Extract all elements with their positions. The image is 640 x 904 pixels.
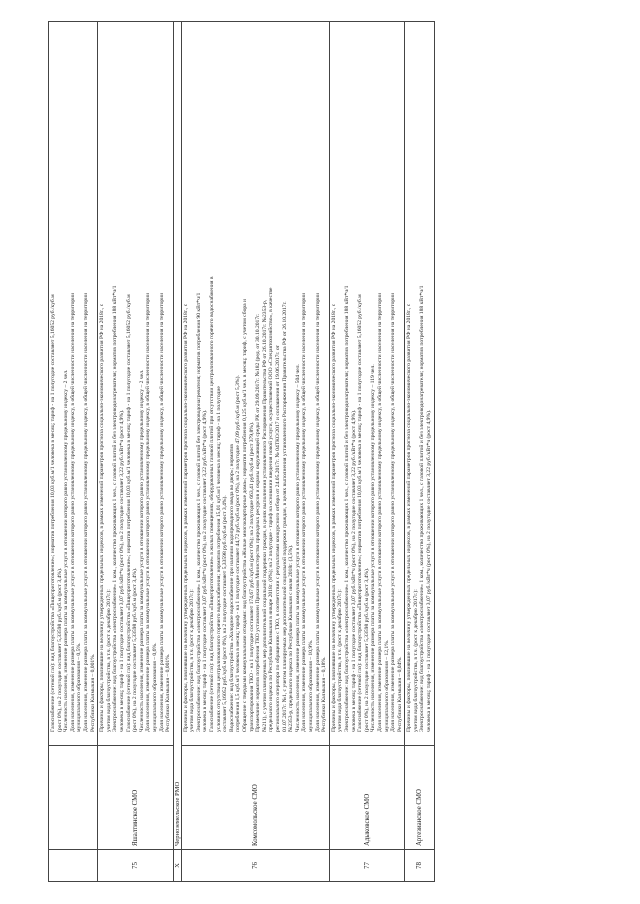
text-line: (рост 0%), на 2 полугодие составляет 5,33598 руб./куб.м (рост 3,4%).	[363, 567, 370, 732]
tariff-table	[48, 21, 435, 882]
text-line: Газоснабжение (сетевой газ): вид благоустройства «Пищеприготовление» в жилых помещениях, оборудованных газовой плитой при отсутствии централизованного горячего водоснабжения в	[209, 276, 216, 732]
text-line: муниципального образования – 0,5%.	[76, 642, 83, 732]
row-number: 76	[181, 850, 329, 882]
section-number: X	[173, 850, 181, 882]
text-line: Электроснабжение: вид благоустройства «электроснабжение» 1 ком., количество проживающих 1 чел., с газовой плитой без электроводонагревателя; норматив потребления 90 кВт*ч/1	[195, 292, 202, 732]
text-line: составляет 5,16052 руб./куб.м (рост 0%), на 2 полугодие составляет 5,33598 руб./куб.м (рост 3,4%).	[222, 495, 229, 732]
text-line: Численность населения, изменение размера платы за коммунальные услуги в отношении которого равно установленному предельному индексу – 2 чел.	[138, 369, 145, 732]
text-line: транспортирования ТКО - на 1 полугодие составляет 174,67 руб./куб.м (рост 0%); на 2 полугодие 663,41 руб./куб.м (рост 379,8%).	[248, 421, 255, 732]
text-line: Республики Калмыкия – 0,001%.	[89, 653, 96, 732]
text-line: условиях отсутствия централизованного горячего водоснабжения; норматив потребления 15,01 куб.м/1 человека в месяц; тариф - на 1 полугодие	[215, 386, 222, 732]
text-line: Электроснабжение: вид благоустройства «электроснабжение» 1 ком., количество проживающих 1 чел., с газовой плитой и без электроводонагревателя; норматив потребления 188 кВт*ч/1	[112, 285, 119, 732]
municipality-name: Артезианское СМО	[405, 746, 434, 850]
text-line: Газоснабжение (сетевой газ): вид благоустройства «Пищеприготовление»; норматив потребления 10,03 куб.м/1 человека в месяц; тариф - на 1 полугодие составляет 5,16052 руб./куб.м	[50, 294, 56, 732]
text-line: учетом вида благоустройства, в т.ч. (рост к декабрю 2017г.):	[189, 589, 196, 732]
text-line: муниципального образования – 12,1%.	[383, 639, 390, 732]
municipality-name: Яшалтинское СМО	[98, 746, 174, 850]
text-line: человека в месяц; тариф - на 1 полугодие составляет 3,07 руб./кВт*ч (рост 0%), на 2 полугодие составляет 3,22 руб./кВт*ч (рост 4,9%).	[350, 409, 357, 732]
text-line: Доля населения, изменение размера платы за коммунальные услуги в отношении которого равно установленному предельному индексу, в общей численности населения на территории	[301, 292, 308, 732]
text-line: муниципального образования – 0,6%.	[151, 642, 158, 732]
table-row	[49, 22, 98, 882]
text-line: 01.07.2017г. №1, с учетом планируемых мер дополнительной социальной поддержки граждан, в целях выполнения установленного Распоряжения Правительства РФ от 26.10.2017г.	[281, 301, 288, 732]
text-line: Электроснабжение: вид благоустройства «электроснабжение» 1 ком., количество проживающих 1 чел., с газовой плитой и без электроводонагревателя; норматив потребления 188 кВт*ч/1	[419, 285, 426, 732]
text-line: Причины и факторы, повлиявшие на величину утвержденных предельных индексов, в рамках изменений параметров прогноза социально-экономического развития РФ на 2018г., с	[182, 303, 189, 732]
text-line: Водоснабжение: вид благоустройства «Холодное водоснабжение при наличии водопроводного ввода во двор»; норматив	[228, 444, 235, 732]
row-text	[181, 22, 329, 746]
text-line: учетом вида благоустройства, в т.ч. (рост к декабрю 2017г.):	[412, 589, 419, 732]
row-text	[98, 22, 174, 746]
row-text	[329, 22, 405, 746]
text-line: учетом вида благоустройства, в т.ч. (рост к декабрю 2017г.):	[105, 589, 112, 732]
text-line: (рост 0%), на 2 полугодие составляет 5,33598 руб./куб.м (рост 3,4%).	[56, 567, 63, 732]
text-line: Доля населения, изменение размера платы за коммунальные услуги в отношении которого равно установленному предельному индексу, в общей численности населения на территории	[158, 292, 165, 732]
municipality-name: Адыковское СМО	[329, 746, 405, 850]
text-line: №211), с учетом планируемых мер дополнительной социальной поддержки граждан, в целях выполнения установленного Распоряжения Правительства РФ от 26.10.2017г. №2353-р,	[261, 299, 268, 732]
text-line: Доля населения, изменение размера платы за коммунальные услуги в отношении которого равно установленному предельному индексу, в общей численности населения на территории	[69, 292, 76, 732]
table-row	[405, 22, 434, 882]
text-line: муниципального образования – 10,9%.	[307, 639, 314, 732]
text-line: Республики Калмыкия – 0,001%.	[165, 653, 172, 732]
municipality-name: Комсомольское СМО	[181, 746, 329, 850]
text-line: Доля населения, изменение размера платы за коммунальные услуги в отношении которого равно установленному предельному индексу, в общей численности населения на территории	[390, 292, 397, 732]
row-number	[49, 850, 98, 882]
text-line: Газоснабжение (сетевой газ): вид благоустройства «Пищеприготовление»; норматив потребления 10,03 куб.м/1 человека в месяц; тариф - на 1 полугодие составляет 5,16052 руб./куб.м	[125, 294, 132, 732]
table-row	[98, 22, 174, 882]
row-number: 75	[98, 850, 174, 882]
text-line: Республики Калмыкия – 0,18%.	[321, 656, 328, 732]
text-line: Численность населения, изменение размера платы за коммунальные услуги в отношении которого равно установленному предельному индексу – 119 чел.	[370, 364, 377, 732]
text-line: Доля населения, изменение размера платы за коммунальные услуги в отношении которого равно установленному предельному индексу, в общей численности населения на территории	[82, 292, 89, 732]
row-text	[405, 22, 434, 746]
row-number: 78	[405, 850, 434, 882]
text-line: человека в месяц; тариф - на 1 полугодие составляет 3,07 руб./кВт*ч (рост 0%), на 2 полугодие составляет 3,22 руб./кВт*ч (рост 4,9%).	[426, 409, 433, 732]
text-line: Численность населения, изменение размера платы за коммунальные услуги в отношении которого равно установленному предельному индексу – 504 чел.	[294, 364, 301, 732]
row-number: 77	[329, 850, 405, 882]
text-line: Причины и факторы, повлиявшие на величину утвержденных предельных индексов, в рамках изменений параметров прогноза социально-экономического развития РФ на 2018г., с	[330, 303, 337, 732]
section-title: Черноземельское РМО	[173, 22, 181, 850]
text-line: Обращение с твердыми коммунальными отходами: вид благоустройства «Жилые многоквартирные дома»; норматив потребления 0,125 куб.м/1 чел. в месяц; тариф, с учетом сбора и	[242, 298, 249, 732]
table-row	[329, 22, 405, 882]
text-line: Доля населения, изменение размера платы за коммунальные услуги в отношении которого равно установленному предельному индексу, в общей численности населения на территории	[314, 292, 321, 732]
section-row	[173, 22, 181, 882]
text-line: Электроснабжение: вид благоустройства «электроснабжение» 1 ком., количество проживающих 1 чел., с газовой плитой и без электроводонагревателя; норматив потребления 188 кВт*ч/1	[343, 285, 350, 732]
text-line: Газоснабжение (сетевой газ): вид благоустройства «Пищеприготовление»; норматив потребления 10,03 куб.м/1 человека в месяц; тариф - на 1 полугодие составляет 5,16052 руб./куб.м	[357, 294, 364, 732]
text-line: Причины и факторы, повлиявшие на величину утвержденных предельных индексов, в рамках изменений параметров прогноза социально-экономического развития РФ на 2018г., с	[406, 303, 413, 732]
text-line: Доля населения, изменение размера платы за коммунальные услуги в отношении которого равно установленному предельному индексу, в общей численности населения на территории	[145, 292, 152, 732]
text-line: потребления 1,5 куб.м/1 человека в месяц; тариф - на 1 полугодие составляет 44,72 руб./куб.м (рост 0%), на 2 полугодие 47,09 руб./куб.м (рост 5,3%).	[235, 375, 242, 732]
text-line: Доля населения, изменение размера платы за коммунальные услуги в отношении которого равно установленному предельному индексу, в общей численности населения на территории	[376, 292, 383, 732]
text-line: Причины и факторы, повлиявшие на величину утвержденных предельных индексов, в рамках изменений параметров прогноза социально-экономического развития РФ на 2018г., с	[99, 303, 106, 732]
text-line: предельного индекса по Республике Калмыкия в январе 2018г. (8%); на 2 полугодие - тариф на основании введения новой услуги, осуществляемой ООО «Спецавтохозяйство», в качестве	[268, 287, 275, 732]
text-line: Численность населения, изменение размера платы за коммунальные услуги в отношении которого равно установленному предельному индексу – 2 чел.	[63, 369, 70, 732]
municipality-name	[49, 746, 98, 850]
text-line: человека в месяц; тариф - на 1 полугодие составляет 3,07 руб./кВт*ч (рост 0%), на 2 полугодие составляет 3,22 руб./кВт*ч (рост 4,9%).	[202, 409, 209, 732]
text-line: Республики Калмыкия – 0,04%.	[396, 656, 403, 732]
text-line: Примечание: норматив потребления ТКО установлен Приказом Министерства природных ресурсов и охраны окружающей среды РК от 29.09.2017г. №182 (ред. от 30.10.2017г.	[255, 313, 262, 732]
text-line: регионального оператора по обращению с ТКО, в соответствии с результатами конкурсного отбора от 24.05.2017г. № 04ТКО/2017 и соглашения от 19.06.2017г. от	[275, 345, 281, 732]
table-row	[181, 22, 329, 882]
row-text	[49, 22, 98, 746]
text-line: учетом вида благоустройства, в т.ч. (рост к декабрю 2017г.):	[337, 589, 344, 732]
text-line: (рост 0%), на 2 полугодие составляет 5,33598 руб./куб.м (рост 3,4%).	[132, 567, 139, 732]
text-line: №2353-р, предельного индекса по Республике Калмыкия с июля 2018г. (3,5%).	[288, 544, 295, 732]
text-line: человека в месяц; тариф - на 1 полугодие составляет 3,07 руб./кВт*ч (рост 0%), на 2 полугодие составляет 3,22 руб./кВт*ч (рост 4,9%).	[118, 409, 125, 732]
